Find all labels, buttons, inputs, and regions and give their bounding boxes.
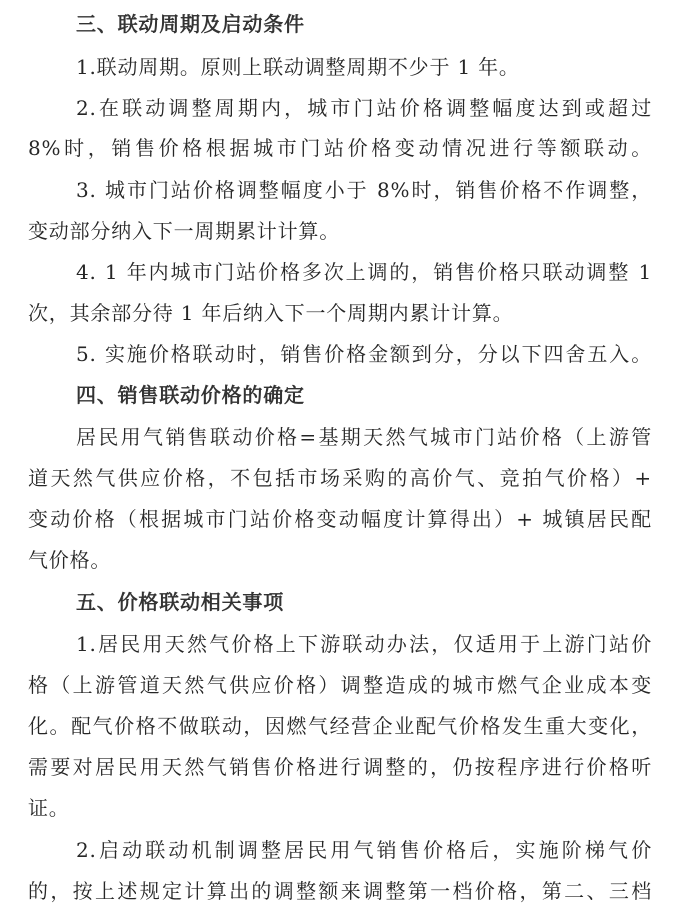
paragraph-line: 变动价格（根据城市门站价格变动幅度计算得出）+ 城镇居民配 <box>28 507 652 531</box>
paragraph-line: 1.居民用天然气价格上下游联动办法，仅适用于上游门站价 <box>76 632 652 656</box>
paragraph-line: 居民用气销售联动价格=基期天然气城市门站价格（上游管 <box>76 425 652 449</box>
section-3-heading: 三、联动周期及启动条件 <box>76 12 305 36</box>
paragraph-line: 8%时，销售价格根据城市门站价格变动情况进行等额联动。 <box>28 136 652 160</box>
paragraph-line: 的，按上述规定计算出的调整额来调整第一档价格，第二、三档 <box>28 879 652 903</box>
section-4-heading: 四、销售联动价格的确定 <box>76 383 305 407</box>
paragraph-line: 需要对居民用天然气销售价格进行调整的，仍按程序进行价格听 <box>28 755 652 779</box>
paragraph-line: 证。 <box>28 796 70 820</box>
paragraph-line: 格（上游管道天然气供应价格）调整造成的城市燃气企业成本变 <box>28 673 652 697</box>
section-5-heading: 五、价格联动相关事项 <box>76 590 284 614</box>
paragraph-line: 3. 城市门站价格调整幅度小于 8%时，销售价格不作调整， <box>76 178 652 202</box>
paragraph-line: 4. 1 年内城市门站价格多次上调的，销售价格只联动调整 1 <box>76 260 652 284</box>
paragraph-line: 2.在联动调整周期内，城市门站价格调整幅度达到或超过 <box>76 96 652 120</box>
paragraph-line: 道天然气供应价格，不包括市场采购的高价气、竞拍气价格）+ <box>28 466 652 490</box>
paragraph-line: 2.启动联动机制调整居民用气销售价格后，实施阶梯气价 <box>76 838 652 862</box>
paragraph-line: 变动部分纳入下一周期累计计算。 <box>28 219 340 243</box>
paragraph-line: 化。配气价格不做联动，因燃气经营企业配气价格发生重大变化， <box>28 714 652 738</box>
paragraph-line: 1.联动周期。原则上联动调整周期不少于 1 年。 <box>76 55 520 79</box>
paragraph-line: 次，其余部分待 1 年后纳入下一个周期内累计计算。 <box>28 301 514 325</box>
paragraph-line: 气价格。 <box>28 548 112 572</box>
paragraph-line: 5. 实施价格联动时，销售价格金额到分，分以下四舍五入。 <box>76 342 652 366</box>
